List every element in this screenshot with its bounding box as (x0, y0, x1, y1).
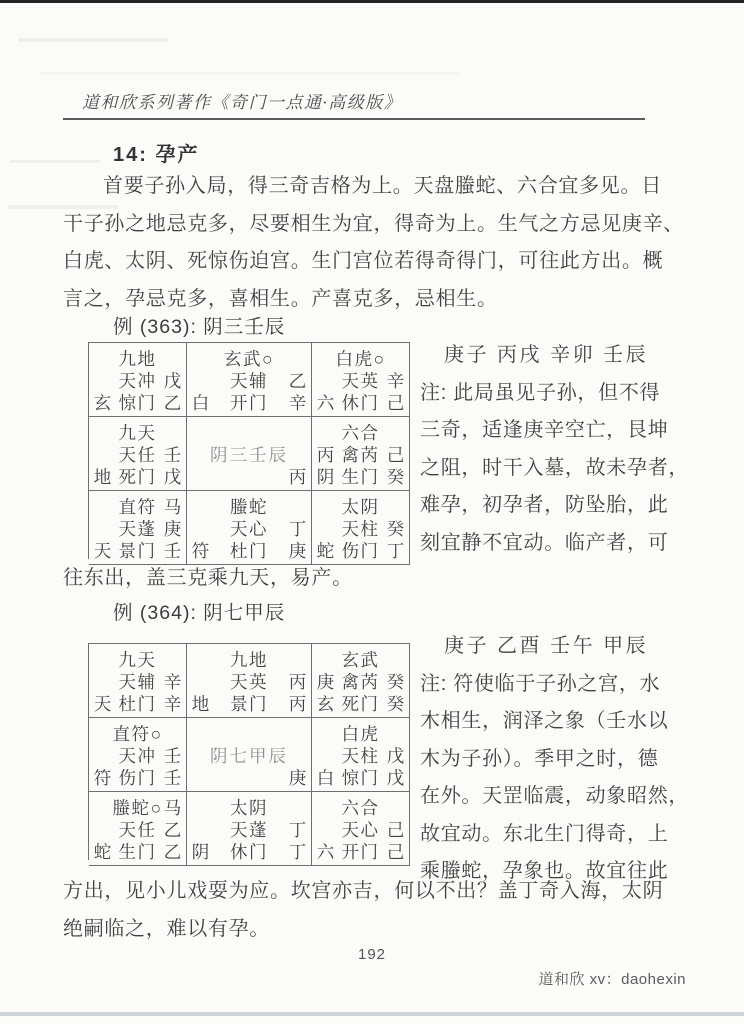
cell-horse-mark: 马 (163, 496, 182, 517)
cell-star: 阴七甲辰 (210, 745, 288, 766)
cell-star-stem: 戊 (163, 370, 182, 391)
note-364 (420, 666, 696, 891)
cell-door-stem: 丙 (288, 693, 307, 714)
qimen-chart-363 (88, 342, 410, 559)
cell-door-line (93, 465, 182, 487)
scan-edge-bottom (0, 1012, 744, 1016)
cell-god: 螣蛇○ (112, 797, 163, 818)
cell-door-line (93, 840, 182, 862)
cell-palace-abbr: 蛇 (93, 841, 112, 862)
cell-door: 景门 (230, 693, 268, 714)
cell-palace-abbr: 符 (191, 540, 210, 561)
text-line: 乘螣蛇，孕象也。故宜往此 (420, 860, 669, 882)
chart-cell (187, 343, 312, 417)
chart-cell (312, 644, 410, 718)
note-363-continued (63, 560, 703, 598)
chart-cell (89, 644, 187, 718)
cell-star-stem: 壬 (163, 745, 182, 766)
cell-star-line (191, 670, 307, 692)
cell-horse-mark: 马 (163, 797, 182, 818)
cell-star-line (93, 744, 182, 766)
cell-star-stem: 己 (386, 444, 405, 465)
cell-door: 休门 (341, 392, 380, 413)
cell-star-stem: 丁 (288, 518, 307, 539)
cell-door-stem: 戊 (386, 767, 405, 788)
cell-door-line (191, 766, 307, 788)
cell-door-line (316, 692, 405, 714)
cell-god-line (93, 722, 182, 744)
cell-door-stem: 丁 (288, 841, 307, 862)
cell-star-line (316, 744, 405, 766)
cell-god-line (316, 495, 405, 517)
cell-god: 太阴 (230, 797, 268, 818)
cell-god-line (93, 796, 182, 818)
cell-door-stem: 庚 (288, 540, 307, 561)
cell-star-stem: 丁 (288, 819, 307, 840)
cell-star-line (316, 443, 405, 465)
cell-palace-abbr: 白 (316, 767, 335, 788)
cell-god-line (316, 347, 405, 369)
cell-door-line (93, 692, 182, 714)
cell-star-stem: 癸 (386, 518, 405, 539)
cell-god-line (93, 347, 182, 369)
text-line: 首要子孙入局，得三奇吉格为上。天盘螣蛇、六合宜多见。日 (103, 175, 662, 197)
cell-god-line (316, 648, 405, 670)
text-line: 故宜动。东北生门得奇，上 (420, 822, 669, 845)
cell-god: 九地 (118, 348, 157, 369)
cell-god-line (191, 648, 307, 670)
cell-door-line (191, 391, 307, 413)
header-rule (63, 118, 645, 120)
cell-god: 六合 (341, 797, 380, 818)
qimen-chart-364 (88, 643, 410, 860)
cell-door-stem: 癸 (386, 693, 405, 714)
cell-door: 惊门 (341, 767, 380, 788)
cell-star-line (316, 369, 405, 391)
cell-star: 天柱 (341, 745, 380, 766)
text-line: 在外。天罡临震，动象昭然， (420, 785, 690, 807)
text-line: 往东出，盖三克乘九天，易产。 (63, 567, 353, 589)
section-title: 14: 孕产 (113, 144, 200, 166)
cell-god: 白虎○ (335, 348, 386, 369)
cell-god-line (191, 347, 307, 369)
cell-god: 直符 (118, 496, 157, 517)
cell-star-line (93, 670, 182, 692)
cell-door-stem: 丙 (288, 466, 307, 487)
chart-cell (312, 417, 410, 491)
cell-god: 六合 (341, 422, 380, 443)
cell-left-stem: 庚 (316, 671, 335, 692)
scan-edge-top (0, 0, 744, 3)
cell-star-line (93, 517, 182, 539)
chart-cell (187, 792, 312, 866)
cell-palace-abbr: 白 (191, 392, 210, 413)
cell-door-stem: 癸 (386, 466, 405, 487)
cell-god-line (93, 495, 182, 517)
cell-god: 白虎 (341, 723, 380, 744)
cell-star-stem: 乙 (163, 819, 182, 840)
cell-door-stem: 辛 (288, 392, 307, 413)
cell-god: 太阴 (341, 496, 380, 517)
cell-star: 天蓬 (230, 819, 268, 840)
cell-god: 九地 (230, 649, 268, 670)
cell-door: 死门 (118, 466, 157, 487)
chart-cell (312, 491, 410, 565)
note-364-continued (63, 873, 703, 948)
cell-god-line (93, 648, 182, 670)
cell-palace-abbr: 阴 (191, 841, 210, 862)
cell-door-line (93, 391, 182, 413)
chart-cell (89, 417, 187, 491)
cell-door: 生门 (118, 841, 157, 862)
cell-door-line (191, 465, 307, 487)
cell-star-line (191, 517, 307, 539)
cell-god-line (191, 421, 307, 443)
text-line: 干子孙之地忌克多，尽要相生为宜，得奇为上。生气之方忌见庚辛、 (63, 212, 684, 235)
text-line: 方出，见小儿戏耍为应。坎宫亦吉，何以不出？盖丁奇入海，太阴 (63, 880, 664, 902)
cell-star: 天英 (230, 671, 268, 692)
cell-star-line (93, 369, 182, 391)
footer-watermark: 道和欣 xv：daohexin (538, 971, 686, 988)
cell-star: 天蓬 (118, 518, 157, 539)
cell-star: 天任 (118, 819, 157, 840)
scan-artifact (18, 38, 168, 42)
cell-god-line (316, 421, 405, 443)
cell-palace-abbr: 地 (93, 466, 112, 487)
cell-door-line (316, 840, 405, 862)
cell-god-line (316, 722, 405, 744)
cell-door-stem: 乙 (163, 392, 182, 413)
cell-star: 阴三壬辰 (210, 444, 288, 465)
cell-god-line (191, 495, 307, 517)
chart-cell (89, 718, 187, 792)
cell-star: 天柱 (341, 518, 380, 539)
example-364-label: 例 (364): 阴七甲辰 (113, 602, 286, 624)
text-line: 言之，孕忌克多，喜相生。产喜克多，忌相生。 (63, 287, 498, 310)
cell-door-stem: 庚 (288, 767, 307, 788)
cell-star-line (191, 818, 307, 840)
cell-palace-abbr: 玄 (93, 392, 112, 413)
intro-paragraph (63, 168, 703, 318)
cell-god: 直符○ (112, 723, 163, 744)
text-line: 刻宜静不宜动。临产者，可 (420, 531, 669, 554)
cell-door-stem: 己 (386, 392, 405, 413)
cell-star-stem: 丙 (288, 671, 307, 692)
cell-door-stem: 戊 (163, 466, 182, 487)
cell-star: 天心 (230, 518, 268, 539)
cell-god: 九天 (118, 422, 157, 443)
chart-cell (312, 718, 410, 792)
cell-door: 杜门 (230, 540, 268, 561)
cell-star: 天辅 (118, 671, 157, 692)
text-line: 注: 符使临于子孙之宫，水 (420, 672, 661, 695)
cell-star: 天冲 (118, 745, 157, 766)
cell-star: 天辅 (230, 370, 268, 391)
cell-door: 杜门 (118, 693, 157, 714)
cell-door: 伤门 (341, 540, 380, 561)
cell-door-line (316, 539, 405, 561)
cell-door-stem: 壬 (163, 767, 182, 788)
cell-star-line (191, 369, 307, 391)
text-line: 绝嗣临之，难以有孕。 (63, 917, 270, 940)
cell-door: 生门 (341, 466, 380, 487)
example-363-notes (420, 337, 696, 562)
cell-palace-abbr: 天 (93, 540, 112, 561)
cell-palace-abbr: 符 (93, 767, 112, 788)
cell-door-line (191, 539, 307, 561)
chart-cell (89, 792, 187, 866)
cell-star-line (93, 443, 182, 465)
cell-palace-abbr: 六 (316, 392, 335, 413)
cell-star-line (316, 818, 405, 840)
scan-artifact (10, 160, 100, 163)
cell-palace-abbr: 六 (316, 841, 335, 862)
chart-cell (89, 491, 187, 565)
cell-god-line (191, 796, 307, 818)
cell-star: 天冲 (118, 370, 157, 391)
cell-star-line (316, 670, 405, 692)
cell-star-line (316, 517, 405, 539)
cell-star-stem: 己 (386, 819, 405, 840)
cell-palace-abbr: 地 (191, 693, 210, 714)
cell-star-line (191, 443, 307, 465)
cell-door: 惊门 (118, 392, 157, 413)
cell-star-stem: 乙 (288, 370, 307, 391)
cell-door-stem: 己 (386, 841, 405, 862)
cell-star: 天英 (341, 370, 380, 391)
cell-star: 天任 (118, 444, 157, 465)
chart-cell (187, 644, 312, 718)
example-363-label: 例 (363): 阴三壬辰 (113, 316, 286, 338)
cell-door-stem: 壬 (163, 540, 182, 561)
cell-god: 螣蛇 (230, 496, 268, 517)
text-line: 木为子孙）。季甲之时，德 (420, 747, 659, 770)
cell-star-stem: 癸 (386, 671, 405, 692)
cell-door: 开门 (341, 841, 380, 862)
cell-star: 禽芮 (341, 671, 380, 692)
cell-door-stem: 乙 (163, 841, 182, 862)
cell-god-line (93, 421, 182, 443)
text-line: 木相生，润泽之象（壬水以 (420, 710, 669, 732)
cell-door-line (93, 766, 182, 788)
example-364-notes (420, 628, 696, 891)
cell-star-line (93, 818, 182, 840)
cell-door-line (93, 539, 182, 561)
cell-door: 开门 (230, 392, 268, 413)
cell-door: 伤门 (118, 767, 157, 788)
chart-cell (187, 491, 312, 565)
text-line: 注: 此局虽见子孙，但不得 (420, 381, 661, 404)
cell-palace-abbr: 阴 (316, 466, 335, 487)
cell-star-stem: 辛 (386, 370, 405, 391)
cell-door-line (191, 692, 307, 714)
chart-cell (89, 343, 187, 417)
cell-palace-abbr: 蛇 (316, 540, 335, 561)
cell-star-stem: 庚 (163, 518, 182, 539)
book-series-header: 道和欣系列著作《奇门一点通·高级版》 (82, 93, 403, 112)
four-pillars-363: 庚子 丙戌 辛卯 壬辰 (444, 344, 649, 366)
cell-left-stem: 丙 (316, 444, 335, 465)
cell-door-line (316, 465, 405, 487)
chart-cell (312, 792, 410, 866)
cell-god-line (191, 722, 307, 744)
cell-god: 玄武○ (223, 348, 275, 369)
four-pillars-364: 庚子 乙酉 壬午 甲辰 (444, 635, 649, 657)
cell-door-stem: 丁 (386, 540, 405, 561)
cell-god: 玄武 (341, 649, 380, 670)
cell-god: 九天 (118, 649, 157, 670)
cell-door-stem: 辛 (163, 693, 182, 714)
cell-god-line (316, 796, 405, 818)
note-363 (420, 375, 696, 563)
cell-door: 景门 (118, 540, 157, 561)
text-line: 之阻，时干入墓，故未孕者， (420, 456, 690, 479)
cell-palace-abbr: 天 (93, 693, 112, 714)
cell-star-stem: 辛 (163, 671, 182, 692)
chart-cell (312, 343, 410, 417)
cell-door-line (316, 391, 405, 413)
scan-artifact (40, 72, 460, 75)
page-number: 192 (357, 946, 387, 963)
cell-door-line (191, 840, 307, 862)
cell-palace-abbr: 玄 (316, 693, 335, 714)
text-line: 白虎、太阴、死惊伤迫宫。生门宫位若得奇得门，可往此方出。概 (63, 250, 664, 272)
cell-star-stem: 戊 (386, 745, 405, 766)
cell-door-line (316, 766, 405, 788)
cell-star-stem: 壬 (163, 444, 182, 465)
cell-door: 休门 (230, 841, 268, 862)
cell-star-line (191, 744, 307, 766)
cell-door: 死门 (341, 693, 380, 714)
cell-star: 天心 (341, 819, 380, 840)
cell-star: 禽芮 (341, 444, 380, 465)
chart-cell (187, 417, 312, 491)
text-line: 三奇，适逢庚辛空亡，艮坤 (420, 419, 669, 441)
chart-cell (187, 718, 312, 792)
text-line: 难孕，初孕者，防坠胎，此 (420, 494, 669, 516)
